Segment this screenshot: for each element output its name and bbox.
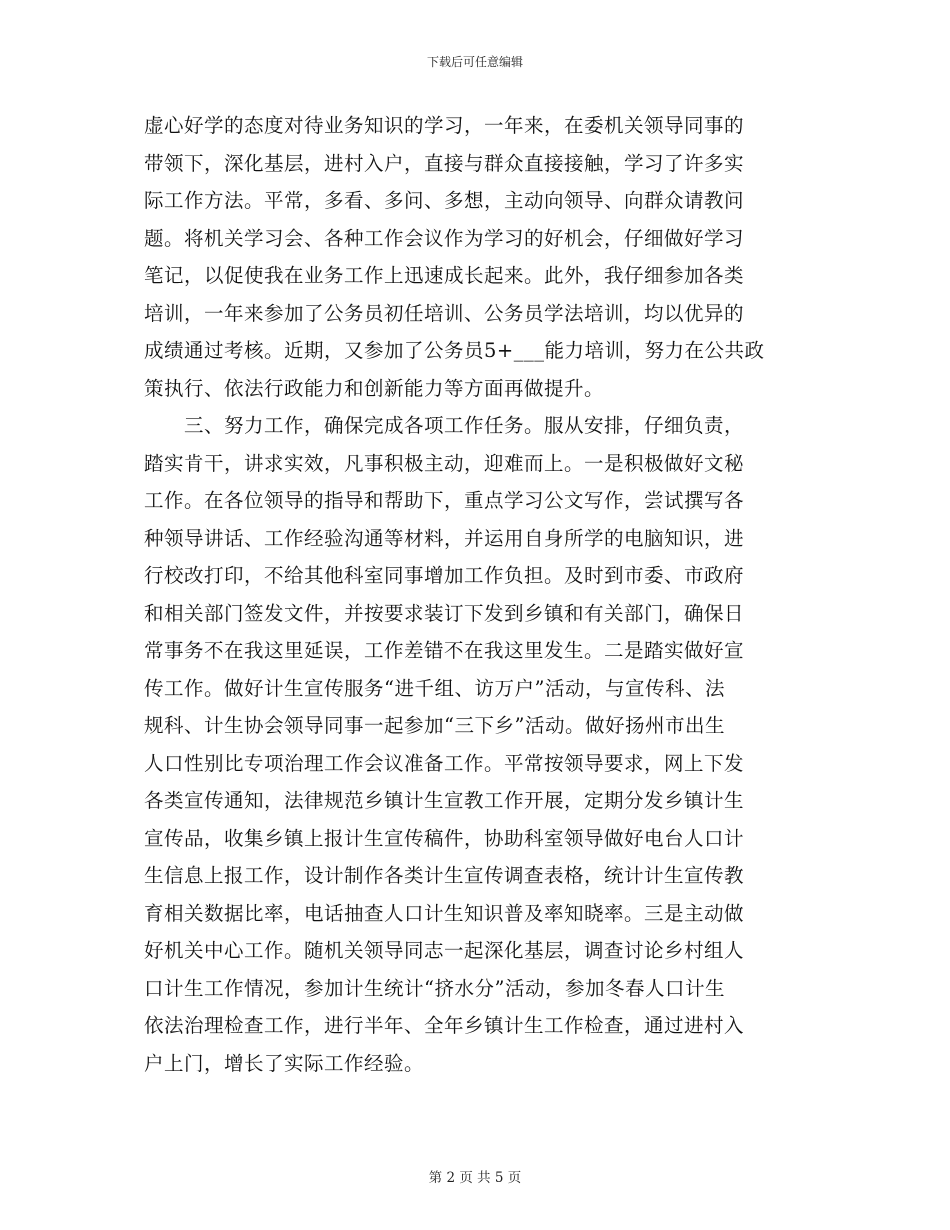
text-line: 宣传品，收集乡镇上报计生宣传稿件，协助科室领导做好电台人口计 xyxy=(144,826,745,850)
text-line: 依法治理检查工作，进行半年、全年乡镇计生工作检查，通过进村入 xyxy=(144,1014,745,1037)
text-line: 口计生工作情况，参加计生统计“挤水分”活动，参加冬春人口计生 xyxy=(144,976,725,1000)
text-line: 虚心好学的态度对待业务知识的学习，一年来，在委机关领导同事的 xyxy=(144,114,745,137)
text-line: 行校改打印，不给其他科室同事增加工作负担。及时到市委、市政府 xyxy=(144,564,745,587)
page-header: 下载后可任意编辑 xyxy=(426,55,523,69)
page-number: 第 2 页 共 5 页 xyxy=(428,1170,522,1186)
text-line: 踏实肯干，讲求实效，凡事积极主动，迎难而上。一是积极做好文秘 xyxy=(144,451,745,475)
text-line: 常事务不在我这里延误，工作差错不在我这里发生。二是踏实做好宣 xyxy=(144,639,745,662)
text-line: 人口性别比专项治理工作会议准备工作。平常按领导要求，网上下发 xyxy=(144,751,745,775)
text-line: 种领导讲话、工作经验沟通等材料，并运用自身所学的电脑知识，进 xyxy=(144,526,745,550)
text-line: 好机关中心工作。随机关领导同志一起深化基层，调查讨论乡村组人 xyxy=(144,939,745,962)
text-line: 带领下，深化基层，进村入户，直接与群众直接接触，学习了许多实 xyxy=(144,151,745,175)
text-line: 题。将机关学习会、各种工作会议作为学习的好机会，仔细做好学习 xyxy=(144,226,745,250)
text-line: 培训，一年来参加了公务员初任培训、公务员学法培训，均以优异的 xyxy=(144,301,745,325)
text-line: 生信息上报工作，设计制作各类计生宣传调查表格，统计计生宣传教 xyxy=(144,864,745,887)
text-line: 笔记，以促使我在业务工作上迅速成长起来。此外，我仔细参加各类 xyxy=(144,264,745,287)
text-line: 规科、计生协会领导同事一起参加“三下乡”活动。做好扬州市出生 xyxy=(144,714,725,737)
text-line: 三、努力工作，确保完成各项工作任务。服从安排，仔细负责， xyxy=(144,414,745,437)
text-line: 育相关数据比率，电话抽查人口计生知识普及率知晓率。三是主动做 xyxy=(144,901,745,925)
text-line: 成绩通过考核。近期，又参加了公务员5+___能力培训，努力在公共政 xyxy=(144,339,765,362)
text-line: 策执行、依法行政能力和创新能力等方面再做提升。 xyxy=(144,376,605,400)
text-line: 和相关部门签发文件，并按要求装订下发到乡镇和有关部门，确保日 xyxy=(144,601,745,625)
text-line: 际工作方法。平常，多看、多问、多想，主动向领导、向群众请教问 xyxy=(144,189,745,212)
text-line: 户上门，增长了实际工作经验。 xyxy=(144,1051,425,1075)
document-body xyxy=(144,107,808,1082)
text-line: 传工作。做好计生宣传服务“进千组、访万户”活动，与宣传科、法 xyxy=(144,676,725,700)
text-line: 各类宣传通知，法律规范乡镇计生宣教工作开展，定期分发乡镇计生 xyxy=(144,789,745,812)
text-line: 工作。在各位领导的指导和帮助下，重点学习公文写作，尝试撰写各 xyxy=(144,489,745,512)
